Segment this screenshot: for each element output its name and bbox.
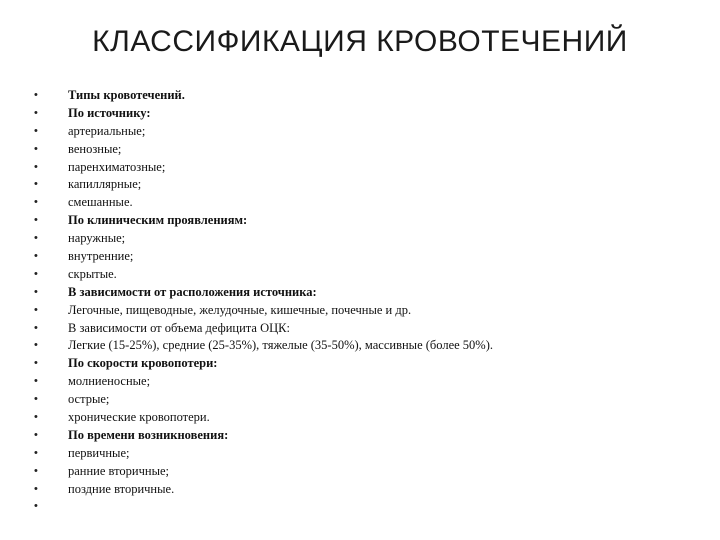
list-item [34,355,493,373]
list-item [34,248,493,266]
bullet-icon: • [34,160,38,173]
bullet-icon: • [34,142,38,155]
bullet-icon: • [34,446,38,459]
list-item-text: ранние вторичные; [68,463,170,478]
list-item [34,373,493,391]
list-item [34,409,493,427]
list-item [34,391,493,409]
bullet-icon: • [34,303,38,316]
list-item [34,266,493,284]
list-item-text: Легкие (15-25%), средние (25-35%), тяжелые (35-50%), массивные (более 50%). [68,338,494,353]
list-item [34,481,493,499]
list-item-text: По клиническим проявлениям: [68,213,248,228]
list-item [34,141,493,159]
list-item [34,194,493,212]
list-item-text: молниеносные; [68,374,151,389]
bullet-icon: • [34,393,38,406]
list-item [34,159,493,177]
slide-title: КЛАССИФИКАЦИЯ КРОВОТЕЧЕНИЙ [92,25,628,58]
bullet-icon: • [34,428,38,441]
list-item [34,230,493,248]
list-item-text: По источнику: [68,105,151,120]
bullet-icon: • [34,464,38,477]
list-item-text: По скорости кровопотери: [68,356,218,371]
bullet-icon: • [34,178,38,191]
list-item [34,445,493,463]
list-item-text: хронические кровопотери. [68,410,210,425]
list-item [34,337,493,355]
bullet-icon: • [34,89,38,101]
list-item-text: смешанные. [68,195,133,210]
bullet-icon: • [34,124,38,137]
bullet-icon: • [34,482,38,495]
list-item-text: Типы кровотечений. [68,88,185,102]
bullet-list [34,87,493,516]
list-item [34,87,493,105]
bullet-icon: • [34,267,38,280]
bullet-icon: • [34,250,38,263]
list-item-text: В зависимости от объема дефицита ОЦК: [68,320,290,335]
list-item [34,176,493,194]
list-item [34,320,493,338]
list-item-text: наружные; [68,231,126,246]
list-item [34,427,493,445]
list-item-text: первичные; [68,445,130,460]
bullet-icon: • [34,339,38,352]
bullet-icon: • [34,196,38,209]
list-item-text: капиллярные; [68,177,142,192]
bullet-icon: • [34,285,38,298]
list-item-text: поздние вторичные. [68,481,175,496]
bullet-icon: • [34,411,38,424]
bullet-icon: • [34,214,38,227]
bullet-icon: • [34,321,38,334]
list-item [34,463,493,481]
list-item-text: острые; [68,392,110,407]
bullet-icon: • [34,106,38,119]
list-item-text: паренхиматозные; [68,159,166,174]
list-item-text: По времени возникновения: [68,427,229,442]
bullet-icon: • [34,357,38,370]
bullet-icon: • [34,375,38,388]
bullet-icon: • [34,232,38,245]
bullet-icon: • [34,500,38,513]
list-item [34,302,493,320]
list-item [34,498,493,516]
list-item-text: В зависимости от расположения источника: [68,284,317,299]
list-item [34,212,493,230]
list-item-text: внутренние; [68,249,134,264]
list-item-text: венозные; [68,141,122,156]
list-item-text: артериальные; [68,123,146,138]
list-item [34,123,493,141]
list-item-text: скрытые. [68,266,117,281]
list-item [34,284,493,302]
list-item [34,105,493,123]
list-item-text: Легочные, пищеводные, желудочные, кишечные, почечные и др. [68,302,412,317]
